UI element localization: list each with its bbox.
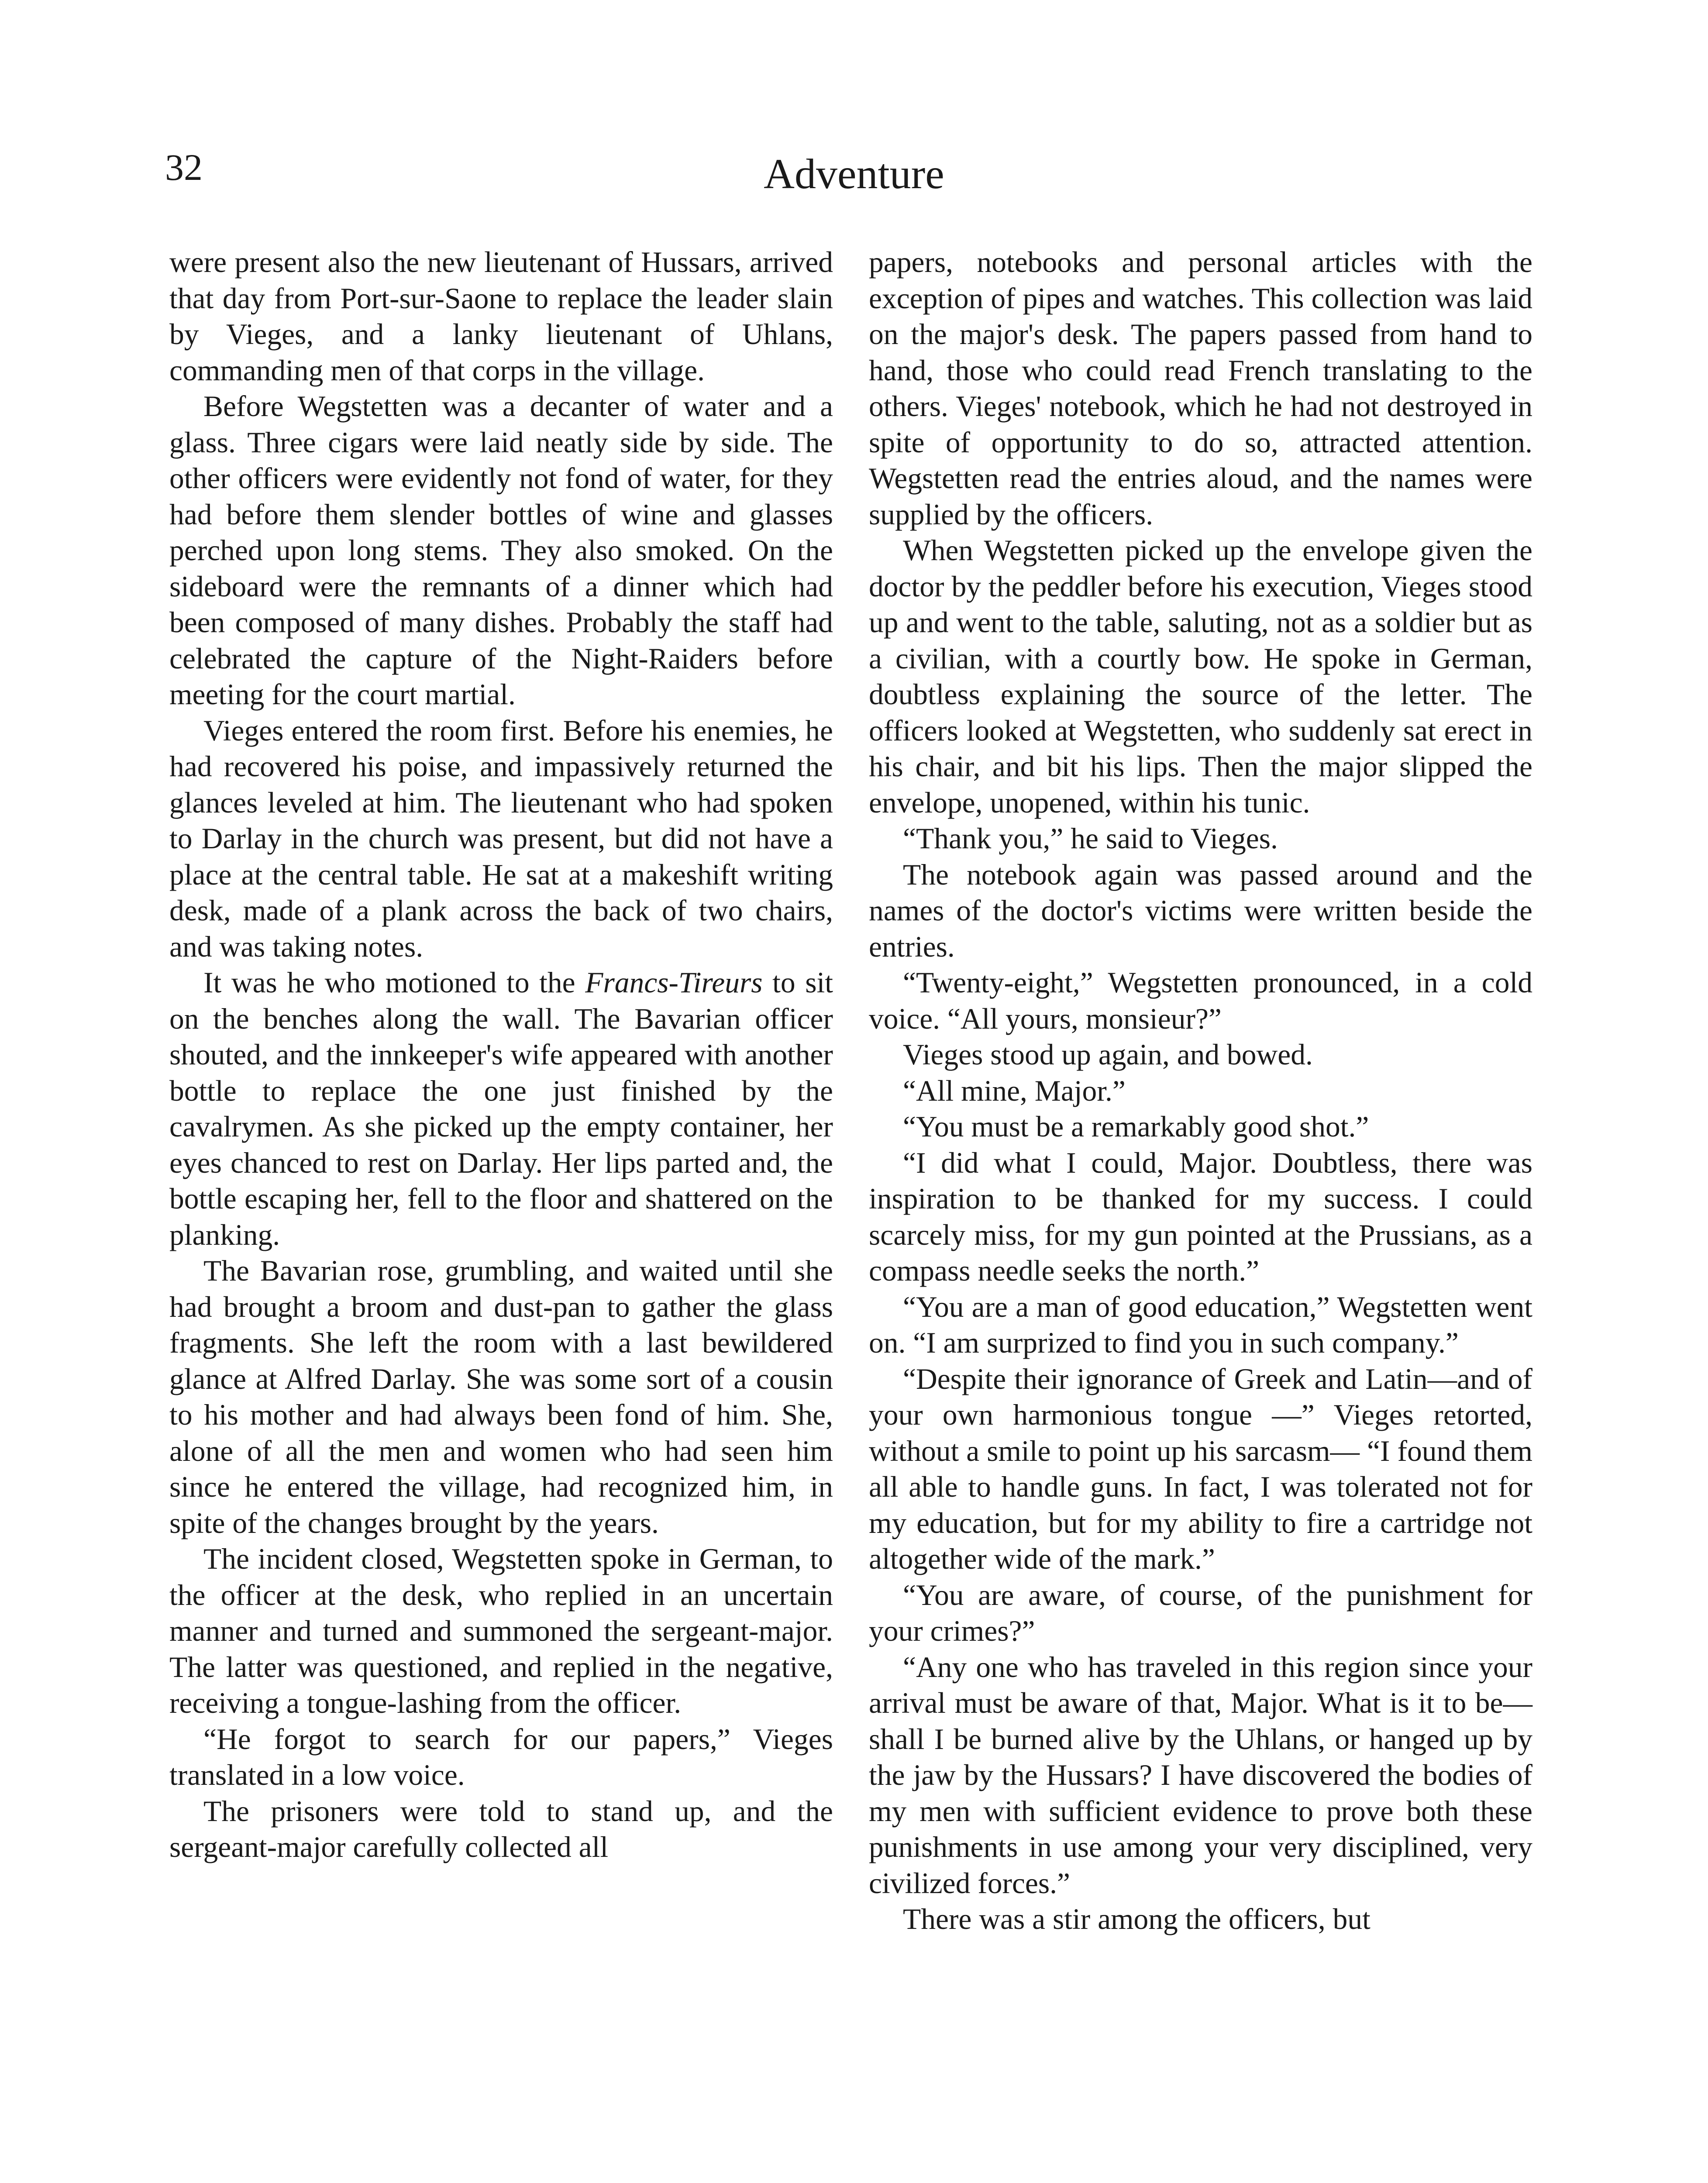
running-title: Adventure [764,151,944,198]
paragraph: Vieges stood up again, and bowed. [903,1038,1313,1071]
paragraph: “He forgot to search for our papers,” Vieges translated in a low voice. [169,1722,833,1791]
paragraph: There was a stir among the officers, but [903,1903,1371,1935]
paragraph: “Despite their ignorance of Greek and Latin—and of your own harmonious tongue —” Vieges retorted, without a smile to point up his sarcasm— “I found them all able to handle guns. In fact, I was tolerated not for my education, but for my ability to fire a cartridge not altogether wide of the mark.” [869,1362,1532,1575]
paragraph: “All mine, Major.” [903,1074,1126,1107]
left-column [169,244,833,1866]
paragraph: Before Wegstetten was a decanter of water and a glass. Three cigars were laid neatly side by side. The other officers were evidently not fond of water, for they had before them slender bottles of wine and glasses perched upon long stems. They also smoked. On the sideboard were the remnants of a dinner which had been composed of many dishes. Probably the staff had celebrated the capture of the Night-Raiders before meeting for the court martial. [169,390,833,711]
paragraph: were present also the new lieutenant of Hussars, arrived that day from Port-sur-Saone to replace the leader slain by Vieges, and a lanky lieutenant of Uhlans, commanding men of that corps in the village. [169,246,833,387]
paragraph: “You are a man of good education,” Wegstetten went on. “I am surprized to find you in such company.” [869,1290,1532,1359]
paragraph [169,965,833,1253]
paragraph: “Any one who has traveled in this region since your arrival must be aware of that, Major. What is it to be—shall I be burned alive by the Uhlans, or hanged up by the jaw by the Hussars? I have discovered the bodies of my men with sufficient evidence to prove both these punishments in use among your very disciplined, very civilized forces.” [869,1650,1532,1900]
right-column [869,244,1532,1938]
paragraph: When Wegstetten picked up the envelope given the doctor by the peddler before his execution, Vieges stood up and went to the table, saluting, not as a soldier but as a civilian, with a courtly bow. He spoke in German, doubtless explaining the source of the letter. The officers looked at Wegstetten, who suddenly sat erect in his chair, and bit his lips. Then the major slipped the envelope, unopened, within his tunic. [869,534,1532,819]
paragraph: “Thank you,” he said to Vieges. [903,822,1278,855]
paragraph: “Twenty-eight,” Wegstetten pronounced, in a cold voice. “All yours, monsieur?” [869,966,1532,1035]
paragraph: “You are aware, of course, of the punishment for your crimes?” [869,1578,1532,1647]
paragraph: The notebook again was passed around and the names of the doctor's victims were written beside the entries. [869,858,1532,963]
paragraph: “You must be a remarkably good shot.” [903,1110,1369,1143]
paragraph: The incident closed, Wegstetten spoke in German, to the officer at the desk, who replied in an uncertain manner and turned and summoned the sergeant-major. The latter was questioned, and replied in the negative, receiving a tongue-lashing from the officer. [169,1543,833,1719]
paragraph-text: to sit on the benches along the wall. The Bavarian officer shouted, and the innkeeper's wife appeared with another bottle to replace the one just finished by the cavalrymen. As she picked up the empty container, her eyes chanced to rest on Darlay. Her lips parted and, the bottle escaping her, fell to the floor and shattered on the planking. [169,966,833,1251]
paragraph: papers, notebooks and personal articles with the exception of pipes and watches. This collection was laid on the major's desk. The papers passed from hand to hand, those who could read French translating to the others. Vieges' notebook, which he had not destroyed in spite of opportunity to do so, attracted attention. Wegstetten read the entries aloud, and the names were supplied by the officers. [869,246,1532,531]
paragraph: “I did what I could, Major. Doubtless, there was inspiration to be thanked for my success. I could scarcely miss, for my gun pointed at the Prussians, as a compass needle seeks the north.” [869,1146,1532,1287]
page-number: 32 [165,146,203,188]
paragraph: The prisoners were told to stand up, and the sergeant-major carefully collected all [169,1794,833,1863]
paragraph-text: It was he who motioned to the [203,966,585,999]
italic-term: Francs-Tireurs [585,966,763,999]
paragraph: The Bavarian rose, grumbling, and waited until she had brought a broom and dust-pan to gather the glass fragments. She left the room with a last bewildered glance at Alfred Darlay. She was some sort of a cousin to his mother and had always been fond of him. She, alone of all the men and women who had seen him since he entered the village, had recognized him, in spite of the changes brought by the years. [169,1254,833,1539]
paragraph: Vieges entered the room first. Before his enemies, he had recovered his poise, and impassively returned the glances leveled at him. The lieutenant who had spoken to Darlay in the church was present, but did not have a place at the central table. He sat at a makeshift writing desk, made of a plank across the back of two chairs, and was taking notes. [169,714,833,963]
